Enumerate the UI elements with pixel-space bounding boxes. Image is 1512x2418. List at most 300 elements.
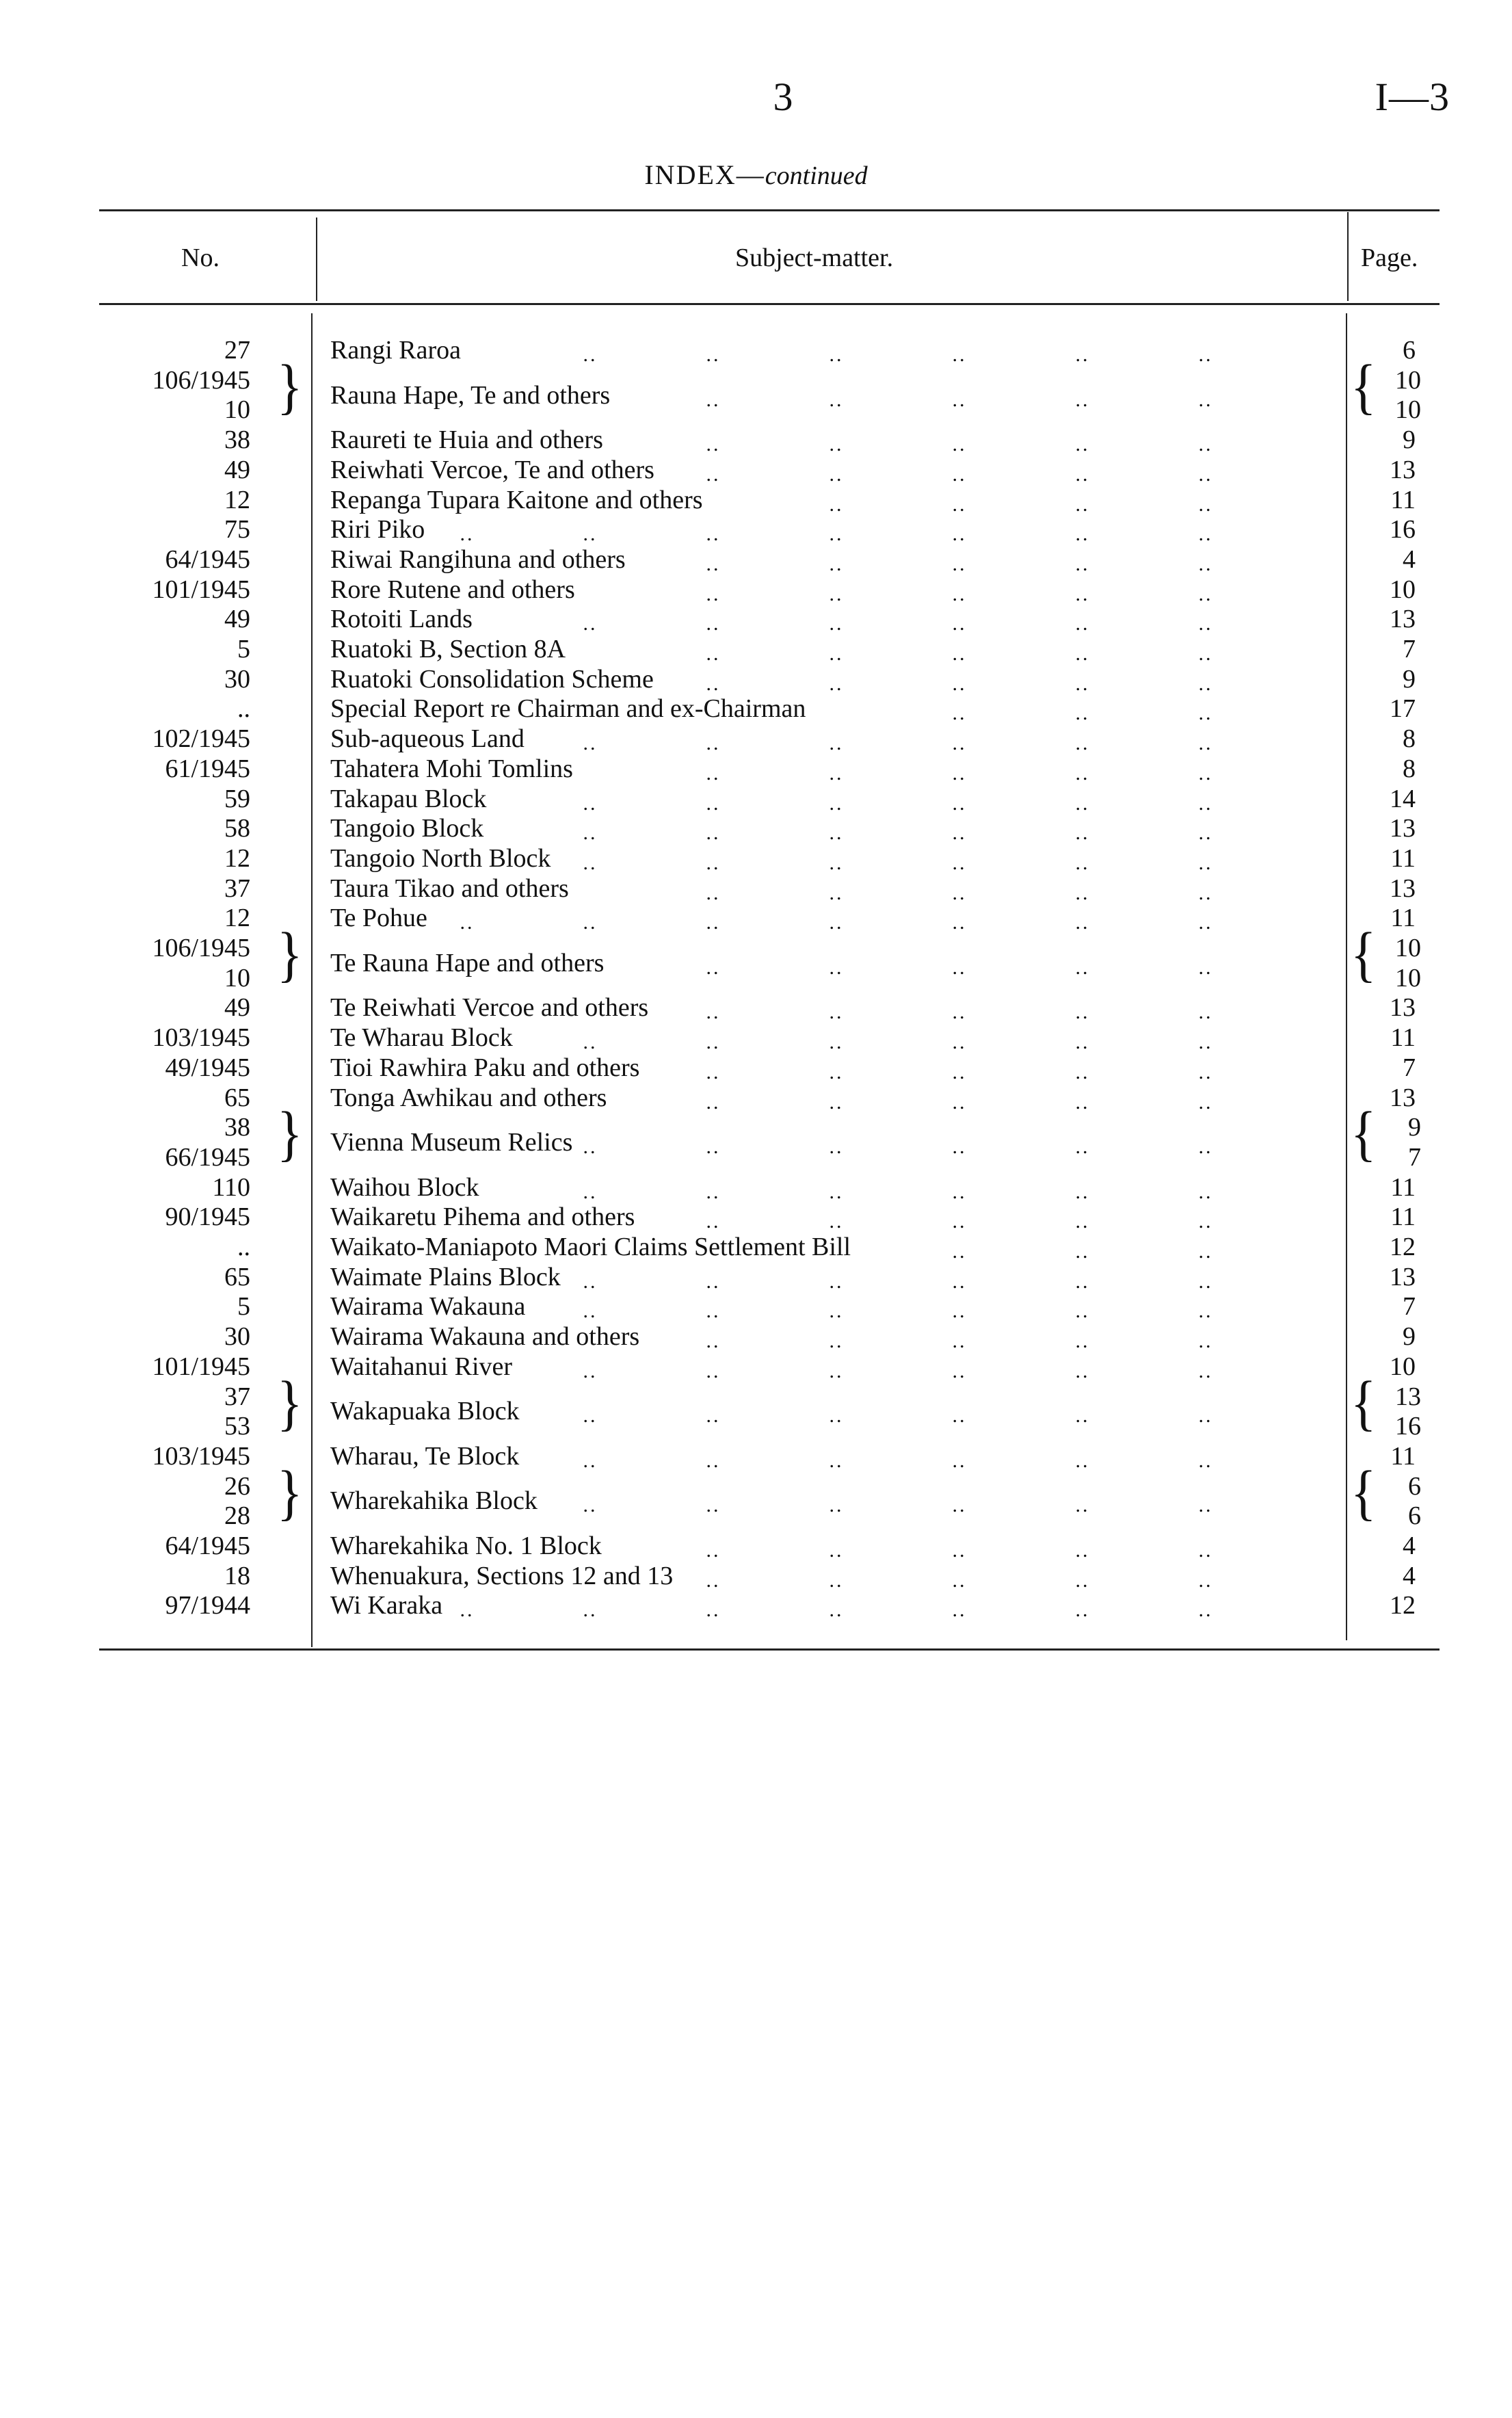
- leader-dots: ..: [706, 582, 721, 605]
- leader-dots: ..: [706, 433, 721, 456]
- leader-dots: ..: [583, 1180, 598, 1203]
- page-cell: [0, 873, 1512, 904]
- entry-page: 11: [1390, 1203, 1416, 1232]
- entry-number: 12: [224, 485, 250, 514]
- leader-dots: ..: [583, 1494, 598, 1517]
- entry-number: 110: [212, 1172, 250, 1202]
- entry-page: 4: [1403, 1532, 1416, 1560]
- leader-dots: ..: [952, 433, 967, 456]
- leader-dots: ..: [952, 642, 967, 665]
- leader-dots: ..: [952, 822, 967, 845]
- leader-dots: ..: [1075, 1210, 1090, 1233]
- leader-dots: ..: [1075, 956, 1090, 979]
- leader-dots: ..: [706, 552, 721, 575]
- entry-subject: Special Report re Chairman and ex-Chairman: [330, 694, 806, 724]
- leader-dots: ..: [952, 492, 967, 516]
- leader-dots: ..: [1075, 642, 1090, 665]
- leader-dots: ..: [952, 732, 967, 755]
- column-header-subject: Subject-matter.: [735, 244, 894, 272]
- leader-dots: ..: [829, 642, 844, 665]
- entry-page: 9: [1403, 425, 1416, 455]
- leader-dots: ..: [952, 1539, 967, 1562]
- leader-dots: ..: [583, 612, 598, 635]
- page-cell: [0, 933, 1512, 964]
- entry-number: 58: [224, 814, 250, 843]
- page-cell: [0, 395, 1512, 425]
- leader-dots: ..: [1198, 433, 1213, 456]
- right-brace-icon: }: [277, 1367, 303, 1436]
- leader-dots: ..: [1075, 791, 1090, 815]
- leader-dots: ..: [706, 1599, 721, 1622]
- leader-dots: ..: [706, 642, 721, 665]
- left-brace-icon: {: [1351, 352, 1377, 421]
- page-cell: [0, 634, 1512, 665]
- leader-dots: ..: [829, 911, 844, 934]
- entry-page: 6: [1403, 336, 1416, 365]
- leader-dots: ..: [583, 1300, 598, 1323]
- entry-page: 10: [1390, 1352, 1416, 1381]
- page-cell: [0, 1262, 1512, 1293]
- leader-dots: ..: [1198, 1001, 1213, 1024]
- entry-page: 12: [1390, 1233, 1416, 1261]
- leader-dots: ..: [1198, 1599, 1213, 1622]
- entry-number: 5: [237, 635, 250, 663]
- leader-dots: ..: [706, 911, 721, 934]
- entry-subject: Te Pohue: [330, 904, 427, 933]
- leader-dots: ..: [1075, 672, 1090, 695]
- entry-subject: Waimate Plains Block: [330, 1262, 561, 1291]
- page-cell: [0, 335, 1512, 366]
- page-cell: [0, 664, 1512, 695]
- entry-page: 13: [1390, 605, 1416, 634]
- page-cell: [0, 1053, 1512, 1083]
- leader-dots: ..: [829, 1135, 844, 1159]
- entry-number: 12: [224, 843, 250, 873]
- page-cell: [0, 1083, 1512, 1114]
- leader-dots: ..: [952, 552, 967, 575]
- leader-dots: ..: [706, 1359, 721, 1382]
- entry-page: 6: [1408, 1471, 1421, 1501]
- leader-dots: ..: [952, 851, 967, 874]
- page-cell: [0, 1172, 1512, 1203]
- leader-dots: ..: [829, 1270, 844, 1293]
- leader-dots: ..: [706, 881, 721, 904]
- entry-subject: Wharekahika Block: [330, 1486, 538, 1516]
- page-cell: [0, 514, 1512, 545]
- leader-dots: ..: [1075, 388, 1090, 411]
- leader-dots: ..: [706, 1210, 721, 1233]
- leader-dots: ..: [706, 1449, 721, 1472]
- right-brace-icon: }: [277, 919, 303, 988]
- page-cell: [0, 1382, 1512, 1412]
- leader-dots: ..: [1198, 523, 1213, 546]
- entry-number: 10: [224, 963, 250, 993]
- leader-dots: ..: [1198, 911, 1213, 934]
- entry-subject: Tioi Rawhira Paku and others: [330, 1053, 640, 1082]
- leader-dots: ..: [583, 1359, 598, 1382]
- entry-number: 10: [224, 395, 250, 425]
- leader-dots: ..: [829, 1330, 844, 1353]
- entry-page: 17: [1390, 694, 1416, 724]
- leader-dots: ..: [1198, 343, 1213, 366]
- table-header-rule: [99, 303, 1440, 305]
- column-header-no: No.: [181, 244, 220, 272]
- leader-dots: ..: [706, 1539, 721, 1562]
- entry-number: 38: [224, 425, 250, 455]
- leader-dots: ..: [1198, 1330, 1213, 1353]
- entry-subject: Waihou Block: [330, 1172, 479, 1202]
- entry-page: 16: [1395, 1412, 1421, 1441]
- leader-dots: ..: [706, 791, 721, 815]
- entry-subject: Sub-aqueous Land: [330, 724, 525, 754]
- leader-dots: ..: [1198, 1539, 1213, 1562]
- leader-dots: ..: [829, 1568, 844, 1592]
- page-cell: [0, 425, 1512, 456]
- leader-dots: ..: [706, 612, 721, 635]
- leader-dots: ..: [1198, 462, 1213, 486]
- entry-page: 11: [1390, 843, 1416, 873]
- leader-dots: ..: [829, 492, 844, 516]
- entry-subject: Riwai Rangihuna and others: [330, 544, 626, 574]
- leader-dots: ..: [829, 582, 844, 605]
- leader-dots: ..: [952, 702, 967, 725]
- entry-page: 10: [1390, 575, 1416, 604]
- page-cell: [0, 694, 1512, 724]
- leader-dots: ..: [829, 523, 844, 546]
- entry-number: 90/1945: [165, 1203, 250, 1232]
- leader-dots: ..: [1198, 881, 1213, 904]
- entry-page: 10: [1395, 365, 1421, 395]
- column-divider-header-right: [1347, 212, 1349, 301]
- leader-dots: ..: [829, 1180, 844, 1203]
- leader-dots: ..: [583, 822, 598, 845]
- entry-subject: Ruatoki Consolidation Scheme: [330, 664, 654, 694]
- page-cell: [0, 1322, 1512, 1352]
- page-cell: [0, 1142, 1512, 1173]
- entry-page: 11: [1390, 1172, 1416, 1202]
- leader-dots: ..: [829, 822, 844, 845]
- leader-dots: ..: [1198, 552, 1213, 575]
- leader-dots: ..: [952, 1031, 967, 1054]
- leader-dots: ..: [1198, 956, 1213, 979]
- entry-subject: Tangoio North Block: [330, 843, 551, 873]
- leader-dots: ..: [1075, 1270, 1090, 1293]
- leader-dots: ..: [1075, 1240, 1090, 1263]
- entry-number: 64/1945: [165, 1532, 250, 1560]
- leader-dots: ..: [1198, 1494, 1213, 1517]
- leader-dots: ..: [952, 791, 967, 815]
- leader-dots: ..: [1075, 343, 1090, 366]
- entry-page: 7: [1403, 1053, 1416, 1082]
- index-heading: [0, 159, 1512, 191]
- leader-dots: ..: [952, 761, 967, 785]
- right-brace-icon: }: [277, 352, 303, 421]
- leader-dots: ..: [1198, 761, 1213, 785]
- page-cell: [0, 1471, 1512, 1502]
- right-brace-icon: }: [277, 1099, 303, 1168]
- leader-dots: ..: [952, 1180, 967, 1203]
- leader-dots: ..: [1075, 1135, 1090, 1159]
- entry-page: 11: [1390, 904, 1416, 933]
- leader-dots: ..: [583, 1135, 598, 1159]
- leader-dots: ..: [706, 1404, 721, 1428]
- page-cell: [0, 754, 1512, 785]
- page-cell: [0, 1590, 1512, 1621]
- page-cell: [0, 365, 1512, 396]
- leader-dots: ..: [1075, 1090, 1090, 1114]
- entry-number: 103/1945: [152, 1023, 250, 1053]
- entry-page: 13: [1390, 1262, 1416, 1291]
- leader-dots: ..: [829, 761, 844, 785]
- leader-dots: ..: [952, 881, 967, 904]
- leader-dots: ..: [829, 851, 844, 874]
- leader-dots: ..: [460, 911, 475, 934]
- leader-dots: ..: [829, 552, 844, 575]
- entry-page: 7: [1403, 1292, 1416, 1322]
- leader-dots: ..: [1198, 1404, 1213, 1428]
- leader-dots: ..: [1198, 1180, 1213, 1203]
- entry-subject: Whenuakura, Sections 12 and 13: [330, 1561, 674, 1590]
- leader-dots: ..: [829, 1300, 844, 1323]
- entry-number: 64/1945: [165, 544, 250, 574]
- leader-dots: ..: [829, 1210, 844, 1233]
- leader-dots: ..: [952, 1240, 967, 1263]
- leader-dots: ..: [952, 1568, 967, 1592]
- leader-dots: ..: [1198, 642, 1213, 665]
- leader-dots: ..: [1075, 881, 1090, 904]
- page-cell: [0, 724, 1512, 754]
- leader-dots: ..: [1198, 582, 1213, 605]
- entry-number: 59: [224, 784, 250, 813]
- leader-dots: ..: [1198, 1240, 1213, 1263]
- leader-dots: ..: [1198, 791, 1213, 815]
- entry-page: 9: [1403, 1322, 1416, 1352]
- leader-dots: ..: [1075, 1031, 1090, 1054]
- entry-page: 4: [1403, 544, 1416, 574]
- entry-page: 12: [1390, 1591, 1416, 1620]
- leader-dots: ..: [829, 1060, 844, 1083]
- page-cell: [0, 993, 1512, 1023]
- leader-dots: ..: [1075, 822, 1090, 845]
- leader-dots: ..: [1075, 582, 1090, 605]
- leader-dots: ..: [829, 1031, 844, 1054]
- leader-dots: ..: [1198, 1270, 1213, 1293]
- entry-number: 101/1945: [152, 575, 250, 604]
- entry-number: 65: [224, 1262, 250, 1291]
- leader-dots: ..: [829, 1359, 844, 1382]
- leader-dots: ..: [829, 1404, 844, 1428]
- entry-number: 12: [224, 904, 250, 933]
- entry-number: 65: [224, 1083, 250, 1112]
- leader-dots: ..: [1075, 1001, 1090, 1024]
- table-bottom-rule: [99, 1648, 1440, 1651]
- page-cell: [0, 784, 1512, 815]
- entry-subject: Te Reiwhati Vercoe and others: [330, 993, 649, 1023]
- leader-dots: ..: [1075, 1060, 1090, 1083]
- leader-dots: ..: [1198, 1210, 1213, 1233]
- entry-number: 30: [224, 664, 250, 694]
- leader-dots: ..: [583, 791, 598, 815]
- leader-dots: ..: [1075, 523, 1090, 546]
- entry-number: 30: [224, 1322, 250, 1352]
- leader-dots: ..: [706, 956, 721, 979]
- index-heading-main: INDEX—: [644, 159, 765, 190]
- entry-subject: Wharekahika No. 1 Block: [330, 1532, 602, 1560]
- leader-dots: ..: [829, 462, 844, 486]
- page-cell: [0, 575, 1512, 605]
- entry-subject: Waikaretu Pihema and others: [330, 1203, 635, 1232]
- entry-number: ..: [237, 694, 250, 724]
- entry-page: 7: [1408, 1142, 1421, 1172]
- left-brace-icon: {: [1351, 1367, 1377, 1436]
- entry-subject: Wharau, Te Block: [330, 1441, 520, 1471]
- page-cell: [0, 963, 1512, 994]
- leader-dots: ..: [1075, 552, 1090, 575]
- entry-page: 7: [1403, 635, 1416, 663]
- leader-dots: ..: [1198, 612, 1213, 635]
- leader-dots: ..: [952, 388, 967, 411]
- entry-subject: Tahatera Mohi Tomlins: [330, 754, 573, 783]
- column-header-page: Page.: [1361, 244, 1418, 272]
- leader-dots: ..: [1075, 732, 1090, 755]
- leader-dots: ..: [1075, 1330, 1090, 1353]
- leader-dots: ..: [583, 1270, 598, 1293]
- entry-page: 14: [1390, 784, 1416, 813]
- entry-number: 106/1945: [152, 365, 250, 395]
- page-cell: [0, 843, 1512, 874]
- entry-subject: Wairama Wakauna: [330, 1292, 526, 1322]
- left-brace-icon: {: [1351, 1099, 1377, 1168]
- leader-dots: ..: [829, 881, 844, 904]
- entry-page: 8: [1403, 724, 1416, 754]
- page-cell: [0, 1352, 1512, 1382]
- entry-page: 13: [1390, 455, 1416, 484]
- leader-dots: ..: [1075, 761, 1090, 785]
- leader-dots: ..: [829, 1449, 844, 1472]
- entry-page: 13: [1395, 1382, 1421, 1411]
- page-cell: [0, 1411, 1512, 1442]
- leader-dots: ..: [952, 1599, 967, 1622]
- entry-number: 37: [224, 1382, 250, 1411]
- leader-dots: ..: [1198, 851, 1213, 874]
- leader-dots: ..: [583, 1031, 598, 1054]
- leader-dots: ..: [1075, 1180, 1090, 1203]
- entry-subject: Te Wharau Block: [330, 1023, 513, 1053]
- page-cell: [0, 1561, 1512, 1592]
- entry-number: 49: [224, 455, 250, 484]
- leader-dots: ..: [706, 343, 721, 366]
- leader-dots: ..: [706, 672, 721, 695]
- leader-dots: ..: [829, 343, 844, 366]
- leader-dots: ..: [1198, 388, 1213, 411]
- leader-dots: ..: [1075, 433, 1090, 456]
- entry-subject: Repanga Tupara Kaitone and others: [330, 485, 703, 514]
- leader-dots: ..: [952, 672, 967, 695]
- leader-dots: ..: [952, 582, 967, 605]
- leader-dots: ..: [706, 1494, 721, 1517]
- leader-dots: ..: [952, 1135, 967, 1159]
- leader-dots: ..: [1198, 1090, 1213, 1114]
- leader-dots: ..: [706, 1090, 721, 1114]
- entry-subject: Tangoio Block: [330, 814, 484, 843]
- entry-page: 4: [1403, 1561, 1416, 1590]
- page-cell: [0, 1441, 1512, 1472]
- leader-dots: ..: [952, 1300, 967, 1323]
- entry-number: 27: [224, 336, 250, 365]
- index-heading-continued: continued: [765, 161, 868, 190]
- leader-dots: ..: [952, 1330, 967, 1353]
- entry-number: 106/1945: [152, 934, 250, 962]
- leader-dots: ..: [1075, 1359, 1090, 1382]
- leader-dots: ..: [583, 523, 598, 546]
- entry-subject: Ruatoki B, Section 8A: [330, 635, 566, 663]
- entry-number: 49: [224, 605, 250, 634]
- leader-dots: ..: [952, 1090, 967, 1114]
- entry-page: 13: [1390, 873, 1416, 903]
- leader-dots: ..: [952, 1449, 967, 1472]
- leader-dots: ..: [1075, 612, 1090, 635]
- leader-dots: ..: [706, 851, 721, 874]
- document-reference: I—3: [1375, 75, 1450, 119]
- leader-dots: ..: [583, 732, 598, 755]
- entry-subject: Tonga Awhikau and others: [330, 1083, 607, 1112]
- leader-dots: ..: [1075, 462, 1090, 486]
- leader-dots: ..: [1075, 851, 1090, 874]
- leader-dots: ..: [829, 956, 844, 979]
- entry-subject: Vienna Museum Relics: [330, 1128, 573, 1157]
- leader-dots: ..: [583, 851, 598, 874]
- entry-page: 13: [1390, 993, 1416, 1023]
- entry-page: 11: [1390, 1023, 1416, 1053]
- entry-subject: Taura Tikao and others: [330, 873, 569, 903]
- leader-dots: ..: [706, 1135, 721, 1159]
- page-cell: [0, 1501, 1512, 1532]
- leader-dots: ..: [706, 732, 721, 755]
- entry-page: 10: [1395, 934, 1421, 962]
- entry-subject: Reiwhati Vercoe, Te and others: [330, 455, 654, 484]
- leader-dots: ..: [1075, 1449, 1090, 1472]
- leader-dots: ..: [952, 523, 967, 546]
- page-cell: [0, 1291, 1512, 1322]
- leader-dots: ..: [706, 761, 721, 785]
- leader-dots: ..: [460, 523, 475, 546]
- entry-subject: Raureti te Huia and others: [330, 425, 603, 455]
- leader-dots: ..: [952, 462, 967, 486]
- entry-page: 13: [1390, 1083, 1416, 1112]
- leader-dots: ..: [829, 1599, 844, 1622]
- entry-number: 66/1945: [165, 1142, 250, 1172]
- leader-dots: ..: [829, 1539, 844, 1562]
- leader-dots: ..: [583, 343, 598, 366]
- entry-number: 61/1945: [165, 754, 250, 783]
- leader-dots: ..: [829, 1494, 844, 1517]
- leader-dots: ..: [706, 523, 721, 546]
- leader-dots: ..: [583, 911, 598, 934]
- leader-dots: ..: [829, 433, 844, 456]
- leader-dots: ..: [1075, 911, 1090, 934]
- leader-dots: ..: [1198, 822, 1213, 845]
- leader-dots: ..: [829, 1001, 844, 1024]
- entry-subject: Wi Karaka: [330, 1591, 443, 1620]
- leader-dots: ..: [1198, 1031, 1213, 1054]
- page-cell: [0, 903, 1512, 934]
- leader-dots: ..: [1198, 1449, 1213, 1472]
- entry-number: 102/1945: [152, 724, 250, 754]
- entry-page: 11: [1390, 485, 1416, 514]
- leader-dots: ..: [952, 1210, 967, 1233]
- entry-subject: Riri Piko: [330, 515, 425, 544]
- leader-dots: ..: [706, 1001, 721, 1024]
